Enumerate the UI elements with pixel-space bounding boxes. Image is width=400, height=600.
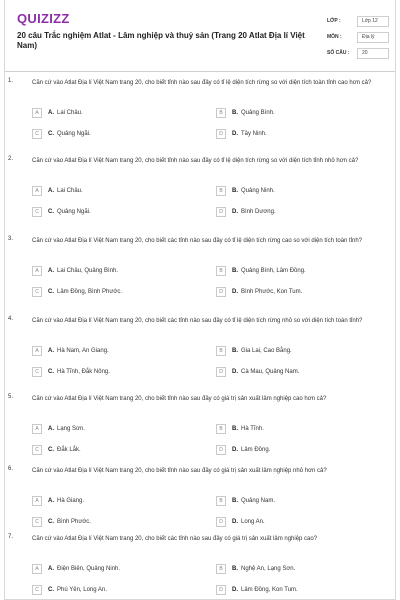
answer-letter: C. [48, 447, 54, 453]
question-text: Căn cứ vào Atlat Địa lí Việt Nam trang 20, cho biết các tỉnh nào sau đây có giá trị sản xuất lâm nghiệp cao? [32, 536, 318, 542]
question-item [8, 466, 384, 536]
answer-text: Đắk Lắk. [57, 447, 81, 453]
answer-letter: B. [232, 348, 238, 354]
question-text: Căn cứ vào Atlat Địa lí Việt Nam trang 20, cho biết tỉnh nào sau đây có giá trị sản xuất lâm nghiệp cao hơn cả? [32, 396, 327, 402]
answer-checkbox[interactable]: A [32, 424, 42, 434]
answer-text: Điện Biên, Quảng Ninh. [57, 566, 121, 572]
answer-checkbox[interactable]: A [32, 346, 42, 356]
answer-option[interactable] [216, 584, 298, 596]
answer-option[interactable] [32, 286, 122, 298]
answer-checkbox[interactable]: C [32, 445, 42, 455]
answer-checkbox[interactable]: C [32, 287, 42, 297]
answer-text: Hà Tĩnh. [241, 426, 264, 432]
answer-option[interactable] [216, 423, 264, 435]
answer-letter: A. [48, 110, 54, 116]
answer-option[interactable] [32, 563, 120, 575]
answer-checkbox[interactable]: D [216, 207, 226, 217]
answer-text: Nghệ An, Lạng Sơn. [241, 566, 296, 572]
worksheet-header [5, 0, 395, 72]
answer-letter: A. [48, 426, 54, 432]
answer-letter: C. [48, 209, 54, 215]
meta-value: Địa lý [357, 32, 389, 43]
question-number: 2. [8, 156, 14, 162]
answer-letter: C. [48, 369, 54, 375]
answer-letter: B. [232, 566, 238, 572]
answer-option[interactable] [216, 107, 275, 119]
answer-option[interactable] [32, 516, 91, 528]
answer-letter: A. [48, 566, 54, 572]
quizizz-logo: QUIZIZZ [17, 11, 70, 26]
answer-text: Lai Châu. [57, 188, 83, 194]
worksheet-title: 20 câu Trắc nghiệm Atlat - Lâm nghiệp và thuỷ sản (Trang 20 Atlat Địa lí Việt Nam) [17, 31, 305, 50]
question-number: 6. [8, 466, 14, 472]
answer-checkbox[interactable]: C [32, 585, 42, 595]
question-item [8, 156, 384, 226]
answer-letter: D. [232, 209, 238, 215]
meta-label: LỚP : [327, 18, 341, 24]
answer-text: Quảng Bình. [241, 110, 275, 116]
answer-text: Quảng Ngãi. [57, 209, 91, 215]
answer-text: Quảng Ngãi. [57, 131, 91, 137]
answer-option[interactable] [216, 563, 295, 575]
meta-row-class [327, 14, 389, 28]
answer-text: Quảng Ninh. [241, 188, 275, 194]
answer-option[interactable] [216, 286, 302, 298]
answer-checkbox[interactable]: D [216, 287, 226, 297]
answer-option[interactable] [32, 128, 91, 140]
answer-text: Lai Châu. [57, 110, 83, 116]
meta-row-subject [327, 30, 389, 44]
question-number: 7. [8, 534, 14, 540]
answer-letter: D. [232, 447, 238, 453]
answer-letter: D. [232, 519, 238, 525]
answer-text: Quảng Bình, Lâm Đồng. [241, 268, 306, 274]
question-number: 3. [8, 236, 14, 242]
answer-option[interactable] [32, 495, 84, 507]
answer-letter: D. [232, 289, 238, 295]
question-text: Căn cứ vào Atlat Địa lí Việt Nam trang 20, cho biết các tỉnh nào sau đây có tỉ lệ diện tích rừng cao so với diện tích toàn tỉnh? [32, 238, 363, 244]
answer-option[interactable] [32, 345, 109, 357]
answer-text: Tây Ninh. [241, 131, 267, 137]
question-text: Căn cứ vào Atlat Địa lí Việt Nam trang 20, cho biết tỉnh nào sau đây có giá trị sản xuất lâm nghiệp nhỏ hơn cả? [32, 468, 327, 474]
answer-checkbox[interactable]: B [216, 564, 226, 574]
answer-option[interactable] [216, 516, 265, 528]
answer-letter: D. [232, 369, 238, 375]
question-number: 1. [8, 78, 14, 84]
meta-label: SỐ CÂU : [327, 50, 350, 56]
question-item [8, 78, 384, 148]
answer-letter: C. [48, 131, 54, 137]
answer-checkbox[interactable]: D [216, 367, 226, 377]
answer-checkbox[interactable]: C [32, 367, 42, 377]
answer-text: Quảng Nam. [241, 498, 276, 504]
answer-checkbox[interactable]: B [216, 346, 226, 356]
answer-text: Lai Châu, Quảng Bình. [57, 268, 119, 274]
answer-text: Long An. [241, 519, 265, 525]
answer-text: Lạng Sơn. [57, 426, 85, 432]
answer-option[interactable] [216, 128, 267, 140]
question-item [8, 236, 384, 306]
answer-text: Bình Dương. [241, 209, 276, 215]
worksheet-meta [327, 14, 389, 62]
answer-checkbox[interactable]: D [216, 445, 226, 455]
answer-checkbox[interactable]: B [216, 108, 226, 118]
answer-letter: D. [232, 587, 238, 593]
answer-checkbox[interactable]: D [216, 517, 226, 527]
answer-option[interactable] [216, 366, 299, 378]
answer-text: Lâm Đồng, Kon Tum. [241, 587, 298, 593]
question-text: Căn cứ vào Atlat Địa lí Việt Nam trang 20, cho biết tỉnh nào sau đây có tỉ lệ diện tích rừng so với diện tích tỉnh nhỏ hơn cả? [32, 158, 359, 164]
answer-letter: C. [48, 289, 54, 295]
answer-option[interactable] [32, 185, 83, 197]
answer-letter: B. [232, 110, 238, 116]
answer-option[interactable] [32, 265, 118, 277]
answer-checkbox[interactable]: C [32, 207, 42, 217]
answer-text: Bình Phước. [57, 519, 91, 525]
answer-option[interactable] [32, 366, 110, 378]
answer-text: Lâm Đồng. [241, 447, 271, 453]
answer-option[interactable] [216, 265, 306, 277]
question-number: 5. [8, 394, 14, 400]
question-item [8, 316, 384, 386]
answer-checkbox[interactable]: B [216, 496, 226, 506]
answer-checkbox[interactable]: A [32, 108, 42, 118]
answer-letter: A. [48, 348, 54, 354]
answer-checkbox[interactable]: A [32, 186, 42, 196]
answer-letter: C. [48, 587, 54, 593]
answer-checkbox[interactable]: A [32, 496, 42, 506]
answer-letter: B. [232, 268, 238, 274]
answer-letter: B. [232, 426, 238, 432]
answer-letter: B. [232, 188, 238, 194]
question-text: Căn cứ vào Atlat Địa lí Việt Nam trang 20, cho biết các tỉnh nào sau đây có tỉ lệ diện tích rừng nhỏ so với diện tích toàn tỉnh? [32, 318, 363, 324]
answer-option[interactable] [32, 584, 107, 596]
meta-value: Lớp 12 [357, 16, 389, 27]
answer-option[interactable] [216, 206, 276, 218]
answer-text: Gia Lai, Cao Bằng. [241, 348, 292, 354]
answer-checkbox[interactable]: B [216, 424, 226, 434]
meta-value: 20 [357, 48, 389, 59]
question-item [8, 394, 384, 464]
question-number: 4. [8, 316, 14, 322]
answer-text: Phú Yên, Long An. [57, 587, 107, 593]
answer-checkbox[interactable]: C [32, 517, 42, 527]
answer-checkbox[interactable]: A [32, 266, 42, 276]
answer-text: Cà Mau, Quảng Nam. [241, 369, 300, 375]
meta-row-count [327, 46, 389, 60]
answer-letter: A. [48, 498, 54, 504]
answer-letter: C. [48, 519, 54, 525]
answer-letter: A. [48, 268, 54, 274]
answer-text: Hà Nam, An Giang. [57, 348, 109, 354]
answer-text: Lâm Đồng, Bình Phước. [57, 289, 122, 295]
answer-letter: B. [232, 498, 238, 504]
answer-text: Hà Tĩnh, Đắk Nông. [57, 369, 110, 375]
answer-checkbox[interactable]: D [216, 585, 226, 595]
question-item [8, 534, 384, 600]
answer-option[interactable] [32, 444, 81, 456]
answer-option[interactable] [32, 206, 91, 218]
answer-option[interactable] [216, 495, 275, 507]
answer-letter: A. [48, 188, 54, 194]
answer-letter: D. [232, 131, 238, 137]
answer-checkbox[interactable]: C [32, 129, 42, 139]
question-text: Căn cứ vào Atlat Địa lí Việt Nam trang 20, cho biết tỉnh nào sau đây có tỉ lệ diện tích rừng so với diện tích toàn tỉnh cao hơn cả? [32, 80, 372, 86]
answer-option[interactable] [216, 345, 292, 357]
answer-checkbox[interactable]: D [216, 129, 226, 139]
answer-option[interactable] [32, 423, 85, 435]
answer-checkbox[interactable]: A [32, 564, 42, 574]
answer-text: Hà Giang. [57, 498, 85, 504]
answer-option[interactable] [32, 107, 83, 119]
answer-option[interactable] [216, 185, 275, 197]
answer-checkbox[interactable]: B [216, 266, 226, 276]
answer-checkbox[interactable]: B [216, 186, 226, 196]
meta-label: MÔN : [327, 34, 342, 40]
answer-option[interactable] [216, 444, 270, 456]
answer-text: Bình Phước, Kon Tum. [241, 289, 303, 295]
